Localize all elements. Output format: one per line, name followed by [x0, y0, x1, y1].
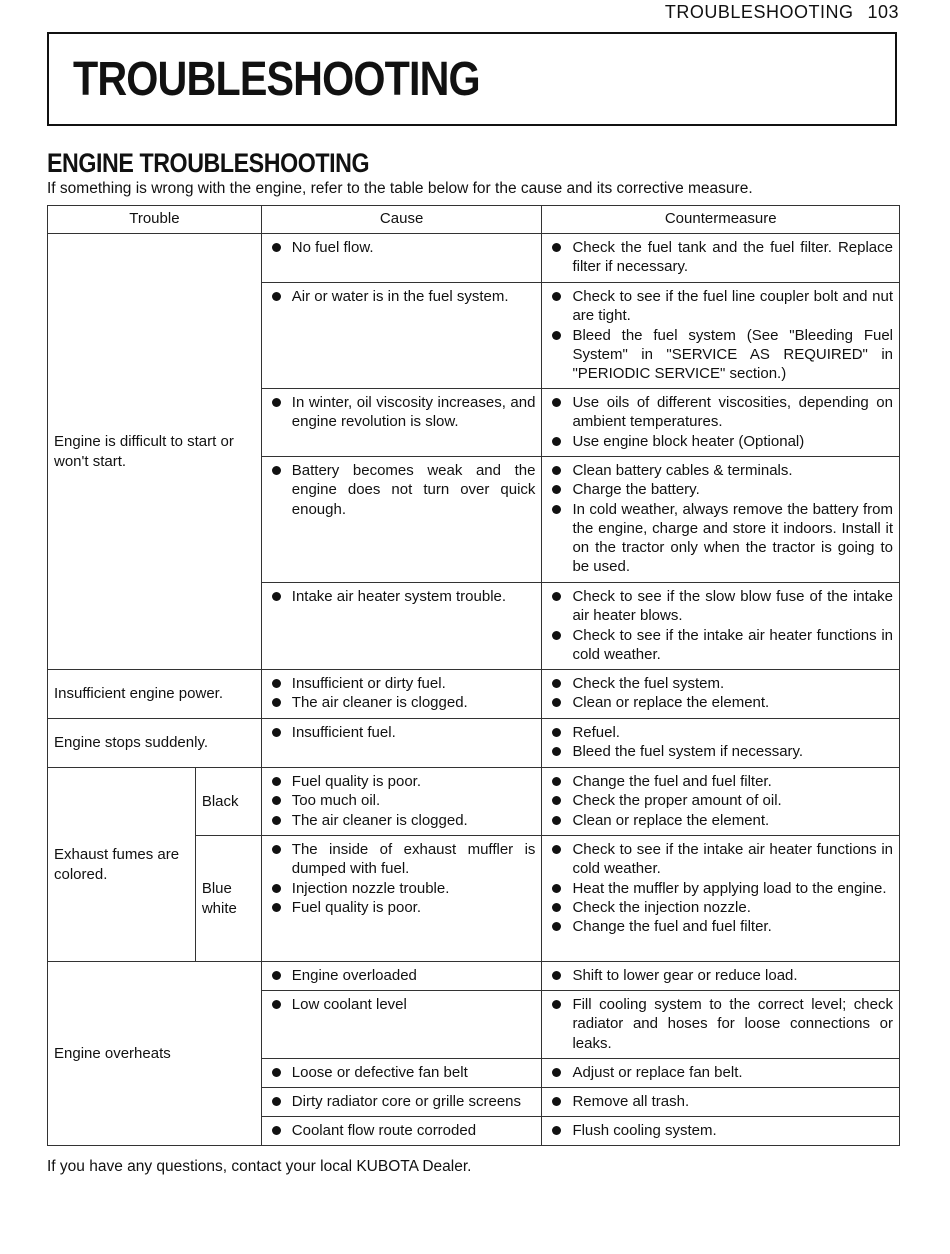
countermeasure-list: [548, 1092, 893, 1111]
header-trouble: Trouble: [48, 206, 262, 234]
countermeasure-cell: [542, 283, 900, 389]
countermeasure-list: [548, 995, 893, 1053]
cause-cell: [261, 768, 542, 836]
cause-list: [268, 723, 536, 742]
bullet-item: Use engine block heater (Optional): [548, 432, 893, 451]
bullet-item: In winter, oil viscosity increases, and engine revolution is slow.: [268, 393, 536, 432]
trouble-cell: Engine overheats: [48, 962, 262, 1146]
bullet-item: Injection nozzle trouble.: [268, 879, 536, 898]
bullet-item: Check to see if the intake air heater functions in cold weather.: [548, 840, 893, 879]
page-title: TROUBLESHOOTING: [73, 53, 480, 106]
bullet-item: Bleed the fuel system (See "Bleeding Fuel System" in "SERVICE AS REQUIRED" in "PERIODIC SERVICE" section.): [548, 326, 893, 384]
trouble-cell: Exhaust fumes are colored.: [48, 768, 196, 962]
title-box: [47, 32, 897, 126]
countermeasure-cell: [542, 991, 900, 1059]
bullet-item: Fill cooling system to the correct level; check radiator and hoses for loose connections or leaks.: [548, 995, 893, 1053]
countermeasure-cell: [542, 234, 900, 283]
header-cause: Cause: [261, 206, 542, 234]
cause-cell: [261, 670, 542, 719]
bullet-item: Fuel quality is poor.: [268, 898, 536, 917]
bullet-item: Intake air heater system trouble.: [268, 587, 536, 606]
cause-list: [268, 840, 536, 917]
bullet-item: Change the fuel and fuel filter.: [548, 917, 893, 936]
bullet-item: Check the injection nozzle.: [548, 898, 893, 917]
bullet-item: Dirty radiator core or grille screens: [268, 1092, 536, 1111]
cause-cell: [261, 283, 542, 389]
cause-list: [268, 393, 536, 432]
bullet-item: The air cleaner is clogged.: [268, 693, 536, 712]
cause-cell: [261, 583, 542, 670]
bullet-item: Clean or replace the element.: [548, 811, 893, 830]
table-row: [48, 234, 900, 283]
cause-list: [268, 674, 536, 713]
running-header-section: TROUBLESHOOTING: [664, 2, 854, 22]
countermeasure-list: [548, 772, 893, 830]
bullet-item: Engine overloaded: [268, 966, 536, 985]
bullet-item: Use oils of different viscosities, depending on ambient temperatures.: [548, 393, 893, 432]
cause-cell: [261, 719, 542, 768]
bullet-item: Check to see if the fuel line coupler bolt and nut are tight.: [548, 287, 893, 326]
countermeasure-list: [548, 238, 893, 277]
countermeasure-list: [548, 1121, 893, 1140]
countermeasure-cell: [542, 389, 900, 457]
bullet-item: Check to see if the slow blow fuse of the intake air heater blows.: [548, 587, 893, 626]
countermeasure-list: [548, 840, 893, 936]
bullet-item: The air cleaner is clogged.: [268, 811, 536, 830]
countermeasure-cell: [542, 1117, 900, 1146]
cause-cell: [261, 389, 542, 457]
bullet-item: Check the proper amount of oil.: [548, 791, 893, 810]
trouble-cell: Insufficient engine power.: [48, 670, 262, 719]
bullet-item: Charge the battery.: [548, 480, 893, 499]
bullet-item: Shift to lower gear or reduce load.: [548, 966, 893, 985]
bullet-item: In cold weather, always remove the battery from the engine, charge and store it indoors. Install it on the tractor only when the tractor is going to be used.: [548, 500, 893, 577]
countermeasure-cell: [542, 1088, 900, 1117]
table-header-row: [48, 206, 900, 234]
trouble-cell: Engine is difficult to start or won't start.: [48, 234, 262, 670]
cause-cell: [261, 457, 542, 583]
bullet-item: Insufficient or dirty fuel.: [268, 674, 536, 693]
cause-cell: [261, 962, 542, 991]
cause-list: [268, 966, 536, 985]
troubleshooting-table: [47, 205, 900, 1146]
cause-list: [268, 995, 536, 1014]
bullet-item: No fuel flow.: [268, 238, 536, 257]
bullet-item: Remove all trash.: [548, 1092, 893, 1111]
countermeasure-cell: [542, 583, 900, 670]
table-row: [48, 719, 900, 768]
table-row: [48, 670, 900, 719]
cause-list: [268, 1092, 536, 1111]
countermeasure-list: [548, 1063, 893, 1082]
cause-list: [268, 287, 536, 306]
countermeasure-cell: [542, 719, 900, 768]
closing-note: If you have any questions, contact your local KUBOTA Dealer.: [47, 1158, 472, 1175]
bullet-item: The inside of exhaust muffler is dumped with fuel.: [268, 840, 536, 879]
cause-cell: [261, 234, 542, 283]
cause-cell: [261, 1117, 542, 1146]
page-number: 103: [867, 2, 899, 22]
countermeasure-cell: [542, 768, 900, 836]
countermeasure-list: [548, 393, 893, 451]
fume-color-cell: Blue white: [195, 836, 261, 962]
bullet-item: Air or water is in the fuel system.: [268, 287, 536, 306]
countermeasure-list: [548, 587, 893, 664]
countermeasure-list: [548, 674, 893, 713]
countermeasure-list: [548, 723, 893, 762]
table-row: [48, 768, 900, 836]
cause-list: [268, 587, 536, 606]
cause-list: [268, 238, 536, 257]
cause-list: [268, 772, 536, 830]
bullet-item: Too much oil.: [268, 791, 536, 810]
bullet-item: Low coolant level: [268, 995, 536, 1014]
section-title: ENGINE TROUBLESHOOTING: [47, 148, 370, 178]
fume-color-cell: Black: [195, 768, 261, 836]
bullet-item: Coolant flow route corroded: [268, 1121, 536, 1140]
countermeasure-cell: [542, 962, 900, 991]
cause-cell: [261, 1088, 542, 1117]
bullet-item: Clean battery cables & terminals.: [548, 461, 893, 480]
countermeasure-list: [548, 966, 893, 985]
cause-cell: [261, 836, 542, 962]
countermeasure-cell: [542, 670, 900, 719]
table-row: [48, 962, 900, 991]
bullet-item: Refuel.: [548, 723, 893, 742]
running-header: [665, 2, 899, 23]
bullet-item: Loose or defective fan belt: [268, 1063, 536, 1082]
bullet-item: Clean or replace the element.: [548, 693, 893, 712]
cause-list: [268, 1121, 536, 1140]
countermeasure-cell: [542, 457, 900, 583]
intro-text: If something is wrong with the engine, refer to the table below for the cause and its corrective measure.: [47, 180, 753, 197]
countermeasure-cell: [542, 836, 900, 962]
cause-list: [268, 1063, 536, 1082]
bullet-item: Bleed the fuel system if necessary.: [548, 742, 893, 761]
bullet-item: Check to see if the intake air heater functions in cold weather.: [548, 626, 893, 665]
bullet-item: Check the fuel system.: [548, 674, 893, 693]
cause-cell: [261, 1059, 542, 1088]
bullet-item: Check the fuel tank and the fuel filter. Replace filter if necessary.: [548, 238, 893, 277]
countermeasure-list: [548, 287, 893, 383]
countermeasure-list: [548, 461, 893, 577]
bullet-item: Fuel quality is poor.: [268, 772, 536, 791]
bullet-item: Heat the muffler by applying load to the engine.: [548, 879, 893, 898]
countermeasure-cell: [542, 1059, 900, 1088]
bullet-item: Change the fuel and fuel filter.: [548, 772, 893, 791]
trouble-cell: Engine stops suddenly.: [48, 719, 262, 768]
bullet-item: Battery becomes weak and the engine does not turn over quick enough.: [268, 461, 536, 519]
bullet-item: Adjust or replace fan belt.: [548, 1063, 893, 1082]
cause-cell: [261, 991, 542, 1059]
bullet-item: Flush cooling system.: [548, 1121, 893, 1140]
bullet-item: Insufficient fuel.: [268, 723, 536, 742]
cause-list: [268, 461, 536, 519]
header-countermeasure: Countermeasure: [542, 206, 900, 234]
